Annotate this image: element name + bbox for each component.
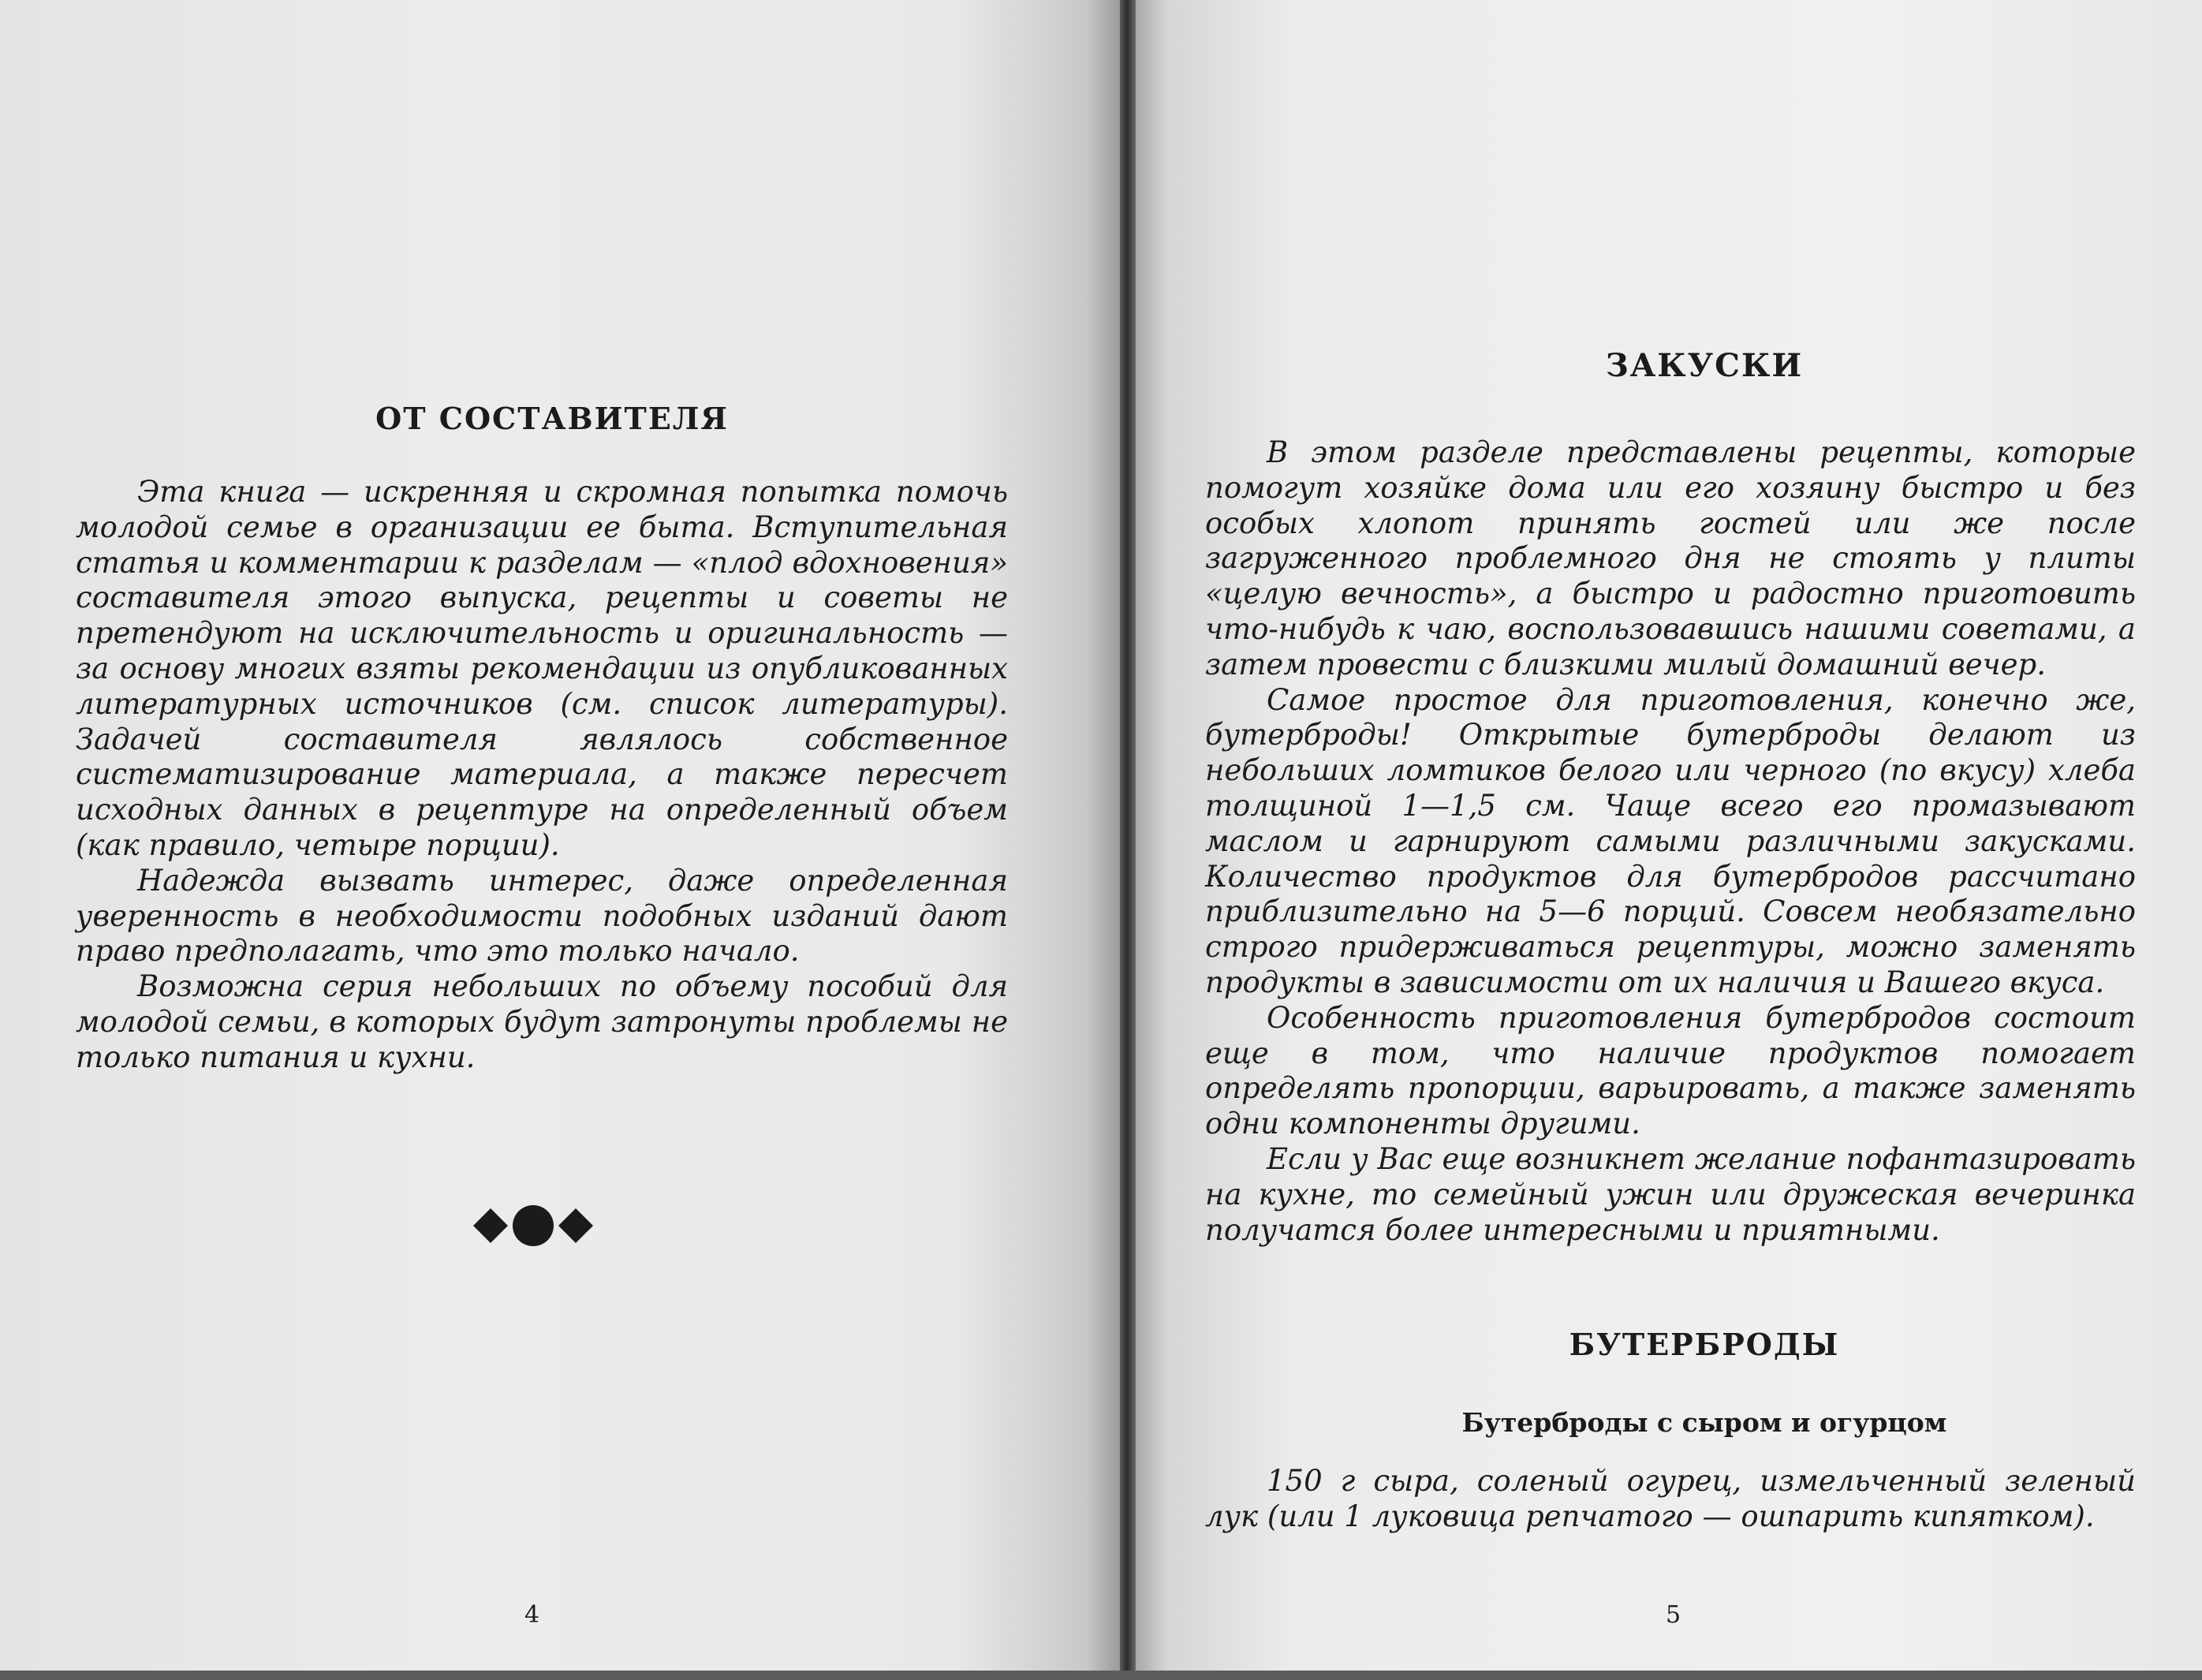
page-number-right: 5 xyxy=(1666,1601,1681,1629)
recipe-text xyxy=(1205,1464,2136,1535)
paragraph: Надежда вызвать интерес, даже определенная уверенность в необходимости подобных изданий дают право предполагать, что это только начало. xyxy=(76,863,1008,969)
ornament-diamond-right xyxy=(558,1208,593,1243)
paragraph: Особенность приготовления бутербродов состоит еще в том, что наличие продуктов помогает определять пропорции, варьировать, а также заменять одни компоненты другими. xyxy=(1205,1000,2136,1141)
bottom-edge xyxy=(0,1671,2202,1680)
book-gutter xyxy=(1120,0,1136,1680)
subsection-heading: БУТЕРБРОДЫ xyxy=(1569,1327,1840,1362)
ornament-diamond-left xyxy=(473,1208,508,1243)
ornament-icon xyxy=(470,1200,596,1251)
paragraph: Эта книга — искренняя и скромная попытка помочь молодой семье в организации ее быта. Вступительная статья и комментарии к разделам — «плод вдохновения» составителя этого выпуска, рецепты и советы не претендуют на исключительность и оригинальность — за основу многих взяты рекомендации из опубликованных литературных источников (см. список литературы). Задачей составителя являлось собственное систематизирование материала, а также пересчет исходных данных в рецептуре на определенный объем (как правило, четыре порции). xyxy=(76,475,1008,862)
right-page xyxy=(1136,0,2202,1680)
paragraph: 150 г сыра, соленый огурец, измельченный зеленый лук (или 1 луковица репчатого — ошпарить кипятком). xyxy=(1205,1464,2136,1533)
left-page-body xyxy=(76,475,1008,1076)
section-heading: ЗАКУСКИ xyxy=(1605,347,1804,384)
paragraph: Если у Вас еще возникнет желание пофантазировать на кухне, то семейный ужин или дружеская вечеринка получатся более интересными и приятными. xyxy=(1205,1141,2136,1247)
page-number-left: 4 xyxy=(524,1601,540,1629)
right-page-intro xyxy=(1205,435,2136,1248)
paragraph: В этом разделе представлены рецепты, которые помогут хозяйке дома или его хозяину быстро и без особых хлопот принять гостей или же после загруженного проблемного дня не стоять у плиты «целую вечность», а быстро и радостно приготовить что-нибудь к чаю, воспользовавшись нашими советами, а затем провести с близкими милый домашний вечер. xyxy=(1205,435,2136,681)
left-page-heading: ОТ СОСТАВИТЕЛЯ xyxy=(375,401,729,436)
paragraph: Возможна серия небольших по объему пособий для молодой семьи, в которых будут затронуты проблемы не только питания и кухни. xyxy=(76,969,1008,1074)
recipe-title: Бутерброды с сыром и огурцом xyxy=(1461,1407,1947,1438)
paragraph: Самое простое для приготовления, конечно же, бутерброды! Открытые бутерброды делают из небольших ломтиков белого или черного (по вкусу) хлеба толщиной 1—1,5 см. Чаще всего его промазывают маслом и гарнируют самыми различными закусками. Количество продуктов для бутербродов рассчитано приблизительно на 5—6 порций. Совсем необязательно строго придерживаться рецептуры, можно заменять продукты в зависимости от их наличия и Вашего вкуса. xyxy=(1205,682,2136,999)
ornament-circle xyxy=(513,1205,554,1246)
